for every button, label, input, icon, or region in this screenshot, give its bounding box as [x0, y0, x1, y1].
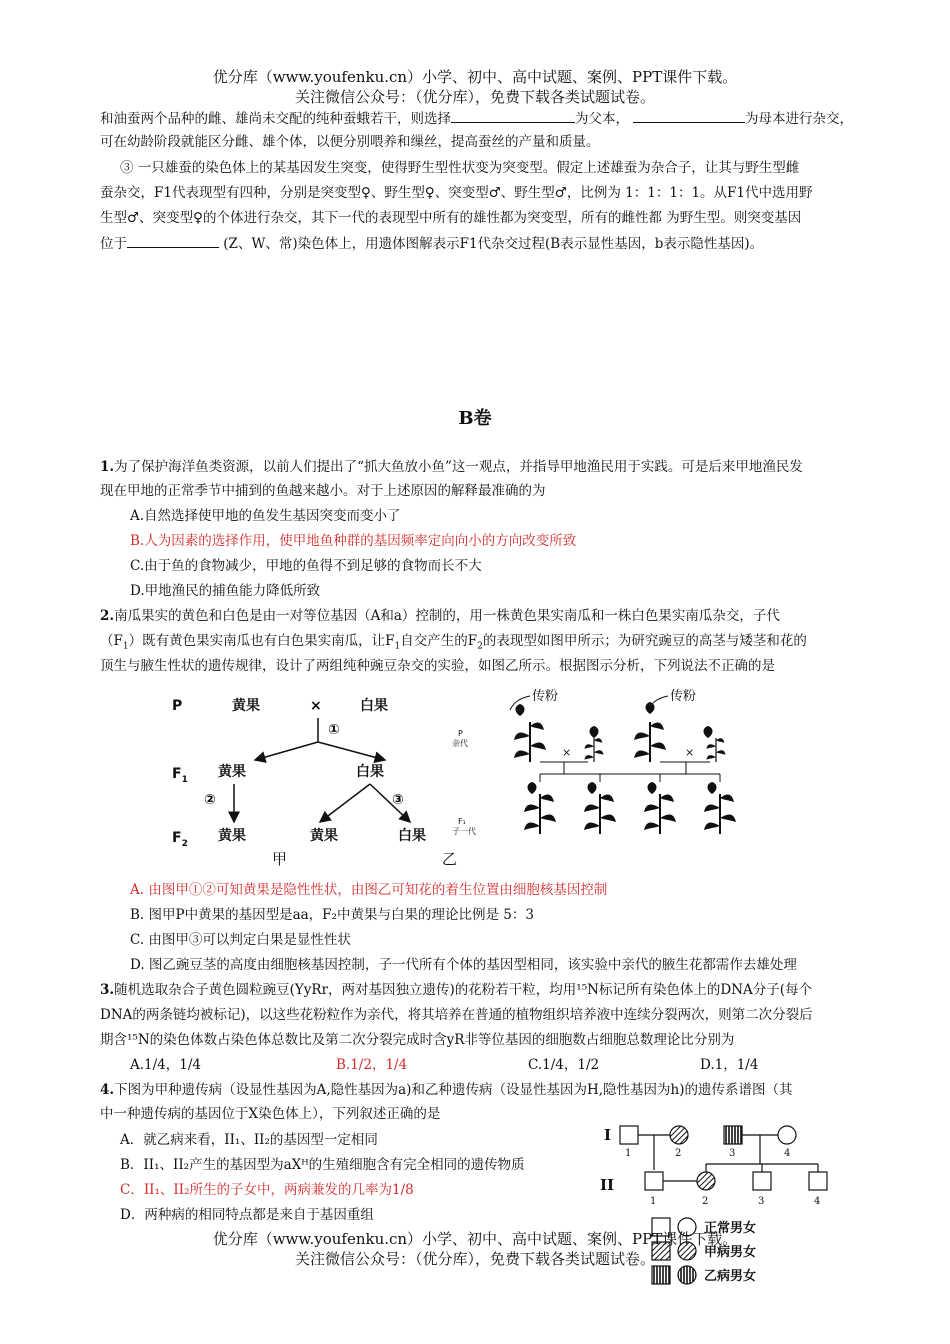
jia-p-white: 白果: [360, 698, 388, 714]
pedigree-i3-male: [724, 1126, 742, 1144]
q4-option-a[interactable]: A．就乙病来看，II₁、II₂的基因型一定相同: [120, 1132, 378, 1148]
section-b-title: B卷: [458, 408, 492, 429]
jia-caption: 甲: [272, 850, 288, 868]
pedigree-i2-female: [670, 1126, 688, 1144]
yi-f1-label-1: F₁: [458, 817, 466, 826]
pedigree-ii3-male: [753, 1172, 771, 1190]
question-number: 3.: [100, 982, 115, 998]
yi-p-label-2: 亲代: [452, 739, 468, 748]
answer-blank-chromosome[interactable]: [127, 233, 219, 248]
text: 为父本，: [575, 111, 629, 127]
yi-f1-plant-4: [704, 782, 736, 834]
pedigree-ii4-male: [809, 1172, 827, 1190]
q2-option-b[interactable]: B. 图甲P中黄果的基因型是aa，F₂中黄果与白果的理论比例是 5：3: [130, 907, 534, 923]
pedigree-gen-2: II: [600, 1176, 615, 1194]
pedigree-i4-female: [778, 1126, 796, 1144]
q1-option-c[interactable]: C.由于鱼的食物减少，甲地的鱼得不到足够的食物而长不大: [130, 558, 482, 574]
jia-p-yellow: 黄果: [232, 698, 260, 714]
q4-stem-2: 中一种遗传病的基因位于X染色体上），下列叙述正确的是: [100, 1106, 441, 1122]
q2-option-c[interactable]: C. 由图甲③可以判定白果是显性性状: [130, 932, 351, 948]
jia-f2-yellow: 黄果: [218, 828, 246, 844]
jia-p-cross: ×: [310, 698, 322, 714]
pedigree-label: 2: [702, 1196, 709, 1207]
diagram-yi: [440, 684, 740, 880]
yi-f1-plant-2: [584, 782, 616, 834]
yi-chuanfen-left: 传粉: [532, 689, 559, 704]
pedigree-label: 1: [650, 1196, 657, 1207]
yi-cross-2: ×: [685, 746, 695, 759]
question-number: 4.: [100, 1082, 115, 1098]
jia-arrow-left: [255, 742, 318, 760]
answer-blank-father[interactable]: [451, 108, 575, 123]
yi-f1-plant-3: [644, 782, 676, 834]
pedigree-i1-male: [620, 1126, 638, 1144]
q4-option-d[interactable]: D．两种病的相同特点都是来自于基因重组: [120, 1207, 374, 1223]
legend-jia-label: 甲病男女: [704, 1245, 757, 1260]
q4-stem-1: [100, 1080, 792, 1101]
header-line-2: 关注微信公众号：（优分库），免费下载各类试题试卷。: [294, 88, 655, 106]
jia-circle-1: ①: [328, 722, 340, 738]
yi-f1-label-2: 子一代: [452, 827, 476, 836]
q3-option-b[interactable]: B.1/2，1/4: [336, 1057, 408, 1073]
footer-line-1: 优分库（www.youfenku.cn）小学、初中、高中试题、案例、PPT课件下载。: [212, 1230, 738, 1248]
legend-yi-label: 乙病男女: [704, 1269, 757, 1284]
pedigree-label: 1: [625, 1148, 632, 1159]
q4-option-c[interactable]: C．II₁、II₂所生的子女中，两病兼发的几率为1/8: [120, 1182, 414, 1198]
jia-f2-yellow-2: 黄果: [310, 828, 338, 844]
section-a-line-3: ③ 一只雄蚕的染色体上的某基因发生突变，使得野生型性状变为突变型。假定上述雄蚕为杂合子，让其与野生型雌: [120, 160, 800, 176]
text: 南瓜果实的黄色和白色是由一对等位基因（A和a）控制的，用一株黄色果实南瓜和一株白色果实南瓜杂交，子代: [114, 608, 780, 624]
yi-p-plant-2: [584, 726, 603, 762]
yi-cross-1: ×: [562, 746, 572, 759]
text: 下图为甲种遗传病（设显性基因为A,隐性基因为a)和乙种遗传病（设显性基因为H,隐性基因为h)的遗传系谱图（其: [114, 1082, 793, 1098]
pedigree-label: 2: [675, 1148, 682, 1159]
question-number: 1.: [100, 459, 115, 475]
section-a-line-2: 可在幼龄阶段就能区分雌、雄个体，以便分别喂养和缫丝，提高蚕丝的产量和质量。: [100, 134, 600, 150]
q2-option-d[interactable]: D. 图乙豌豆茎的高度由细胞核基因控制，子一代所有个体的基因型相同，该实验中亲代的腋生花都需作去雄处理: [130, 957, 797, 973]
jia-f2-white: 白果: [398, 828, 426, 844]
jia-f1-white: 白果: [356, 764, 384, 780]
yi-chuanfen-right: 传粉: [670, 689, 697, 704]
q3-option-d[interactable]: D.1，1/4: [700, 1057, 759, 1073]
yi-p-plant-4: [704, 726, 726, 762]
pedigree-ii2-female: [697, 1172, 715, 1190]
text: ）既有黄色果实南瓜也有白色果实南瓜，让F: [128, 633, 395, 649]
text: 位于: [100, 236, 127, 252]
yi-p-label-1: P: [458, 729, 463, 738]
footer-line-2: 关注微信公众号：（优分库），免费下载各类试题试卷。: [294, 1250, 655, 1268]
q4-option-b[interactable]: B．II₁、II₂产生的基因型为aXᴴ的生殖细胞含有完全相同的遗传物质: [120, 1157, 525, 1173]
text: 和油蚕两个品种的雌、雄尚未交配的纯种蚕蛾若干，则选择: [100, 111, 451, 127]
q3-stem-2: DNA的两条链均被标记)，以这些花粉粒作为亲代，将其培养在普通的植物组织培养液中连续分裂两次，则第二次分裂后: [100, 1007, 813, 1023]
jia-p-label: P: [172, 698, 183, 714]
q3-option-c[interactable]: C.1/4，1/2: [528, 1057, 600, 1073]
yi-f1-plant-1: [524, 782, 556, 834]
jia-f1-label: $F_1$: [172, 766, 188, 785]
subscript: 1: [122, 641, 129, 652]
header-line-1: 优分库（www.youfenku.cn）小学、初中、高中试题、案例、PPT课件下载。: [212, 68, 738, 86]
q1-option-a[interactable]: A.自然选择使甲地的鱼发生基因突变而变小了: [130, 508, 401, 524]
text: 的表现型如图甲所示；为研究豌豆的高茎与矮茎和花的: [482, 633, 807, 649]
q1-stem-2: 现在甲地的正常季节中捕到的鱼越来越小。对于上述原因的解释最准确的为: [100, 483, 546, 499]
pedigree-label: 3: [758, 1196, 765, 1207]
jia-arrow-right: [318, 742, 385, 760]
q1-option-b[interactable]: B.人为因素的选择作用，使甲地鱼种群的基因频率定向向小的方向改变所致: [130, 533, 577, 549]
yi-p-plant-3: [634, 702, 666, 762]
q3-option-a[interactable]: A.1/4，1/4: [130, 1057, 201, 1073]
jia-arrow-3-right: [370, 784, 410, 822]
pedigree-label: 3: [729, 1148, 736, 1159]
section-a-line-5: 生型♂、突变型♀的个体进行杂交，其下一代的表现型中所有的雄性都为突变型，所有的雌性都 为野生型。则突变基因: [100, 210, 802, 226]
jia-arrow-3-left: [320, 784, 370, 822]
yi-p-plant-1: [514, 704, 546, 762]
section-a-line-1: [100, 108, 853, 130]
jia-circle-3: ③: [392, 792, 404, 808]
text: (Z、W、常)染色体上，用遗体图解表示F1代杂交过程(B表示显性基因，b表示隐性基因)。: [219, 236, 764, 252]
q2-stem-1: [100, 606, 780, 627]
text: 为母本进行杂交，: [745, 111, 853, 127]
q2-stem-3: 顶生与腋生性状的遗传规律，设计了两组纯种豌豆杂交的实验，如图乙所示。根据图示分析，下列说法不正确的是: [100, 658, 775, 674]
pedigree-label: 4: [814, 1196, 821, 1207]
jia-f1-yellow: 黄果: [218, 764, 246, 780]
text: 为了保护海洋鱼类资源，以前人们提出了“抓大鱼放小鱼”这一观点，并指导甲地渔民用于实践。可是后来甲地渔民发: [114, 459, 803, 475]
answer-blank-mother[interactable]: [633, 108, 745, 123]
q2-option-a[interactable]: A. 由图甲①②可知黄果是隐性性状，由图乙可知花的着生位置由细胞核基因控制: [130, 882, 608, 898]
q3-stem-3: 期含¹⁵N的染色体数占染色体总数比及第二次分裂完成时含yR非等位基因的细胞数占细胞总数理论比分别为: [100, 1032, 735, 1048]
jia-f2-label: $F_2$: [172, 830, 188, 849]
pedigree-gen-1: I: [604, 1126, 612, 1144]
jia-circle-2: ②: [204, 792, 216, 808]
yi-caption: 乙: [442, 850, 458, 868]
pedigree-ii1-male: [645, 1172, 663, 1190]
section-a-line-6: [100, 233, 763, 255]
text: （F: [100, 633, 123, 649]
text: 自交产生的F: [400, 633, 478, 649]
q1-stem-1: [100, 457, 803, 478]
text: 随机选取杂合子黄色圆粒豌豆(YyRr，两对基因独立遗传)的花粉若干粒，均用¹⁵N标记所有染色体上的DNA分子(每个: [114, 982, 813, 998]
question-number: 2.: [100, 608, 115, 624]
q1-option-d[interactable]: D.甲地渔民的捕鱼能力降低所致: [130, 583, 321, 599]
pedigree-label: 4: [784, 1148, 791, 1159]
q3-stem-1: [100, 980, 812, 1001]
diagram-jia: [160, 688, 460, 878]
section-a-line-4: 蚕杂交，F1代表现型有四种，分别是突变型♀、野生型♀、突变型♂、野生型♂，比例为 1：1：1：1。从F1代中选用野: [100, 185, 813, 201]
q2-stem-2: [100, 631, 807, 658]
subscript: 1: [394, 641, 401, 652]
legend-normal-label: 正常男女: [704, 1221, 757, 1236]
subscript: 2: [477, 641, 483, 652]
